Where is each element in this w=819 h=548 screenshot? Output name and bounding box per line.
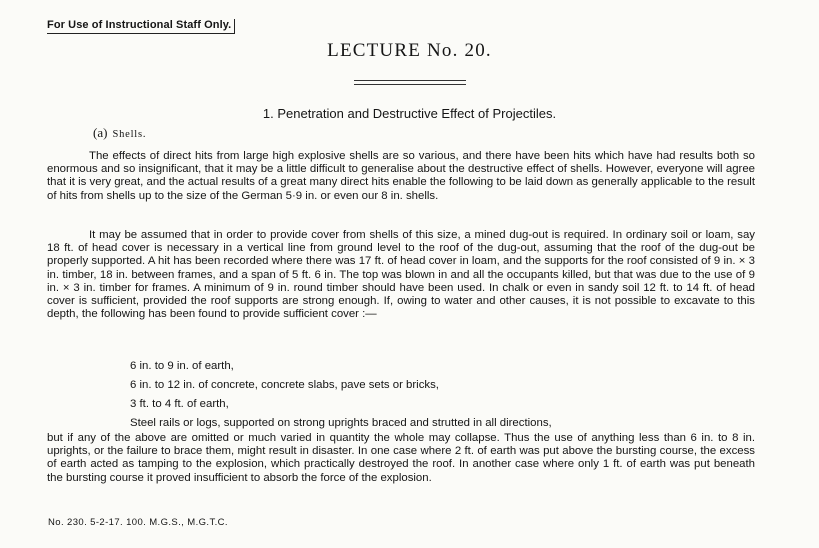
lecture-title: LECTURE No. 20.	[327, 40, 492, 61]
staff-use-notice: For Use of Instructional Staff Only.	[47, 19, 235, 34]
subsection-heading	[93, 125, 146, 141]
print-imprint: No. 230. 5-2-17. 100. M.G.S., M.G.T.C.	[48, 517, 228, 528]
cover-list-item: 3 ft. to 4 ft. of earth,	[130, 398, 229, 410]
cover-list-item: 6 in. to 12 in. of concrete, concrete slabs, pave sets or bricks,	[130, 379, 439, 391]
subsection-title: Shells.	[112, 129, 147, 140]
paragraph-shell-effects: The effects of direct hits from large high explosive shells are so various, and there have been hits which have had results both so enormous and so insignificant, that it may be a little difficult to generalise about the destructive effect of shells. However, everyone will agree that it is very great, and the actual results of a great many direct hits enable the following to be laid down as generally applicable to the result of hits from shells up to the size of the German 5·9 in. or even our 8 in. shells.	[47, 150, 755, 202]
title-rule-top	[354, 80, 466, 81]
subsection-marker: (a)	[93, 125, 108, 140]
paragraph-dugout-cover: It may be assumed that in order to provide cover from shells of this size, a mined dug-out is required. In ordinary soil or loam, say 18 ft. of head cover is necessary in a vertical line from ground level to the roof of the dug-out, assuming that the roof of the dug-out be properly supported. A hit has been recorded where there was 17 ft. of head cover in loam, and the supports for the roof consisted of 9 in. × 3 in. timber, 18 in. between frames, and a span of 5 ft. 6 in. The top was blown in and all the occupants killed, but that was due to the use of 9 in. × 3 in. timber for frames. A minimum of 9 in. round timber should have been used. In chalk or even in sandy soil 12 ft. to 14 ft. of head cover is sufficient, provided the roof supports are strong enough. If, owing to water and other causes, it is not possible to excavate to this depth, the following has been found to provide sufficient cover :—	[47, 229, 755, 321]
cover-list	[130, 357, 552, 433]
title-rule-bottom	[354, 84, 466, 85]
paragraph-collapse-risk: but if any of the above are omitted or much varied in quantity the whole may collapse. Thus the use of anything less than 6 in. to 8 in. uprights, or the failure to brace them, might result in disaster. In one case where 2 ft. of earth was put above the bursting course, the excess of earth acted as tamping to the explosion, which practically destroyed the roof. In another case where only 1 ft. of earth was put beneath the bursting course it proved insufficient to absorb the force of the explosion.	[47, 432, 755, 484]
cover-list-item: Steel rails or logs, supported on strong uprights braced and strutted in all directions,	[130, 417, 552, 429]
section-heading: 1. Penetration and Destructive Effect of Projectiles.	[262, 106, 557, 121]
cover-list-item: 6 in. to 9 in. of earth,	[130, 360, 234, 372]
